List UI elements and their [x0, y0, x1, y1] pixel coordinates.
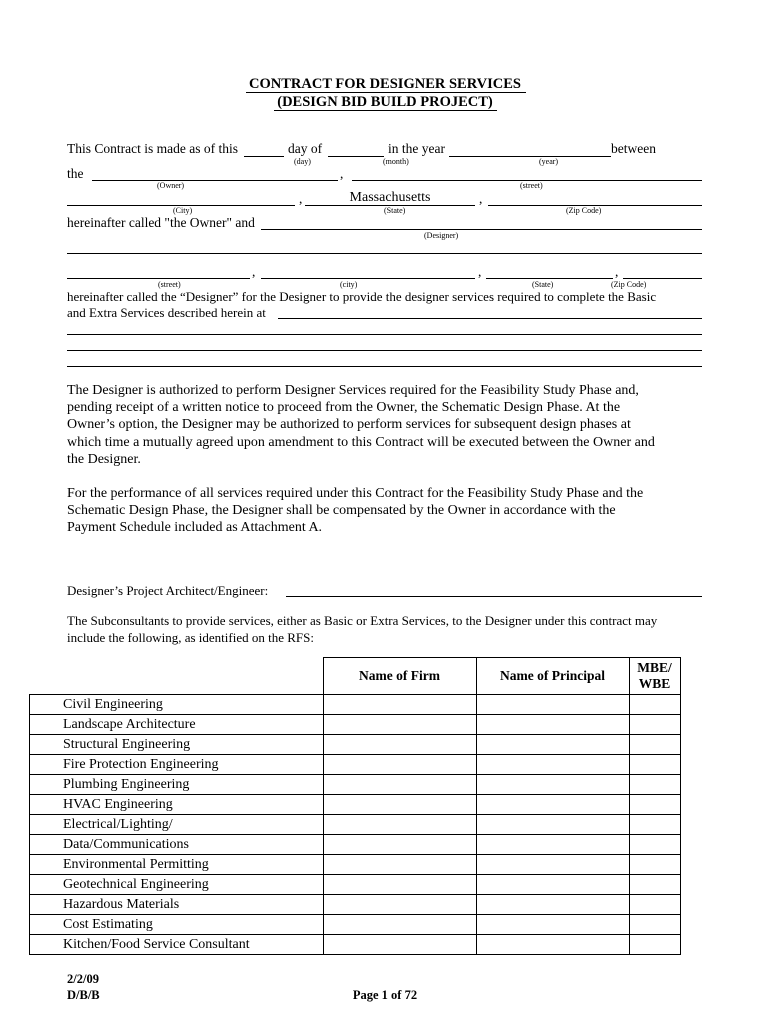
discipline-label: Plumbing Engineering	[30, 775, 324, 795]
table-row	[30, 795, 681, 815]
location-field-line-3[interactable]	[67, 350, 702, 351]
project-architect-label: Designer’s Project Architect/Engineer:	[67, 583, 269, 598]
designer-state-field[interactable]	[486, 278, 613, 279]
mbe-cell[interactable]	[629, 915, 680, 935]
discipline-label: Fire Protection Engineering	[30, 755, 324, 775]
mbe-cell[interactable]	[629, 835, 680, 855]
paragraph-line: Owner’s option, the Designer may be authorized to perform services for subsequent design phases at	[67, 417, 631, 433]
designer-city-field[interactable]	[261, 278, 475, 279]
table-row	[30, 755, 681, 775]
table-row	[30, 835, 681, 855]
principal-cell[interactable]	[476, 935, 629, 955]
principal-cell[interactable]	[476, 815, 629, 835]
principal-cell[interactable]	[476, 735, 629, 755]
mbe-cell[interactable]	[629, 875, 680, 895]
firm-cell[interactable]	[323, 915, 476, 935]
table-row	[30, 695, 681, 715]
subconsultants-line: include the following, as identified on the RFS:	[67, 629, 314, 645]
discipline-label: Data/Communications	[30, 835, 324, 855]
hereinafter-designer-text: hereinafter called the “Designer” for the Designer to provide the designer services required to complete the Basic	[67, 289, 657, 304]
discipline-label: Hazardous Materials	[30, 895, 324, 915]
state-caption: (State)	[384, 206, 406, 215]
principal-cell[interactable]	[476, 715, 629, 735]
table-row	[30, 895, 681, 915]
designer-caption: (Designer)	[424, 231, 459, 240]
designer-field-extra[interactable]	[67, 253, 702, 254]
day-field[interactable]	[244, 156, 284, 157]
comma: ,	[299, 191, 303, 206]
zip-caption-2: (Zip Code)	[611, 280, 647, 289]
table-row	[30, 715, 681, 735]
comma: ,	[615, 264, 619, 279]
discipline-label: Civil Engineering	[30, 695, 324, 715]
document-subtitle: (DESIGN BID BUILD PROJECT)	[277, 94, 493, 110]
paragraph-line: pending receipt of a written notice to proceed from the Owner, the Schematic Design Phase. At the	[67, 400, 621, 416]
principal-cell[interactable]	[476, 915, 629, 935]
firm-cell[interactable]	[323, 935, 476, 955]
firm-cell[interactable]	[323, 775, 476, 795]
comma: ,	[340, 166, 344, 181]
firm-cell[interactable]	[323, 855, 476, 875]
header-name-of-principal: Name of Principal	[476, 658, 629, 695]
hereinafter-owner-label: hereinafter called "the Owner" and	[67, 215, 255, 230]
zip-caption: (Zip Code)	[566, 206, 602, 215]
year-field[interactable]	[449, 156, 611, 157]
header-name-of-firm: Name of Firm	[323, 658, 476, 695]
mbe-cell[interactable]	[629, 715, 680, 735]
discipline-label: Landscape Architecture	[30, 715, 324, 735]
mbe-cell[interactable]	[629, 775, 680, 795]
authorization-paragraph	[67, 382, 703, 468]
mbe-cell[interactable]	[629, 735, 680, 755]
day-caption: (day)	[294, 157, 311, 166]
principal-cell[interactable]	[476, 795, 629, 815]
location-field-line-2[interactable]	[67, 334, 702, 335]
title-underline	[246, 92, 526, 93]
table-row	[30, 735, 681, 755]
state-caption-2: (State)	[532, 280, 554, 289]
made-as-of-label: This Contract is made as of this	[67, 141, 238, 156]
compensation-paragraph	[67, 485, 703, 537]
city-caption: (City)	[173, 206, 193, 215]
header-mbe: MBE/	[637, 660, 672, 675]
table-row	[30, 875, 681, 895]
owner-field[interactable]	[92, 180, 338, 181]
street-caption: (street)	[520, 181, 543, 190]
location-field-line-4[interactable]	[67, 366, 702, 367]
principal-cell[interactable]	[476, 695, 629, 715]
between-label: between	[611, 141, 656, 156]
footer-code: D/B/B	[67, 988, 100, 1002]
month-caption: (month)	[383, 157, 409, 166]
principal-cell[interactable]	[476, 875, 629, 895]
comma: ,	[478, 264, 482, 279]
principal-cell[interactable]	[476, 855, 629, 875]
paragraph-line: Schematic Design Phase, the Designer shall be compensated by the Owner in accordance with the	[67, 503, 616, 519]
firm-cell[interactable]	[323, 875, 476, 895]
mbe-cell[interactable]	[629, 695, 680, 715]
in-the-year-label: in the year	[388, 141, 445, 156]
firm-cell[interactable]	[323, 795, 476, 815]
owner-caption: (Owner)	[157, 181, 185, 190]
comma: ,	[252, 264, 256, 279]
table-header-row	[30, 658, 681, 695]
discipline-label: HVAC Engineering	[30, 795, 324, 815]
discipline-label: Cost Estimating	[30, 915, 324, 935]
discipline-label: Kitchen/Food Service Consultant	[30, 935, 324, 955]
month-field[interactable]	[328, 156, 384, 157]
designer-zip-field[interactable]	[623, 278, 702, 279]
day-of-label: day of	[288, 141, 323, 156]
principal-cell[interactable]	[476, 755, 629, 775]
discipline-label: Electrical/Lighting/	[30, 815, 324, 835]
project-architect-field[interactable]	[286, 596, 702, 597]
paragraph-line: The Designer is authorized to perform Designer Services required for the Feasibility Study Phase and,	[67, 383, 639, 398]
subconsultants-line: The Subconsultants to provide services, either as Basic or Extra Services, to the Designer under this contract may	[67, 613, 658, 628]
page-number: Page 1 of 72	[352, 988, 418, 1002]
location-field[interactable]	[278, 318, 702, 319]
table-row	[30, 855, 681, 875]
mbe-cell[interactable]	[629, 815, 680, 835]
mbe-cell[interactable]	[629, 755, 680, 775]
header-blank-cell	[30, 658, 324, 695]
mbe-cell[interactable]	[629, 935, 680, 955]
header-wbe: WBE	[638, 676, 671, 691]
firm-cell[interactable]	[323, 895, 476, 915]
discipline-label: Structural Engineering	[30, 735, 324, 755]
city-caption-2: (city)	[340, 280, 358, 289]
firm-cell[interactable]	[323, 835, 476, 855]
paragraph-line: which time a mutually agreed upon amendment to this Contract will be executed between the Owner and	[67, 434, 655, 450]
paragraph-line: For the performance of all services required under this Contract for the Feasibility Study Phase and the	[67, 486, 644, 501]
principal-cell[interactable]	[476, 775, 629, 795]
firm-cell[interactable]	[323, 715, 476, 735]
principal-cell[interactable]	[476, 835, 629, 855]
principal-cell[interactable]	[476, 895, 629, 915]
mbe-cell[interactable]	[629, 855, 680, 875]
the-label: the	[67, 166, 84, 181]
table-row	[30, 915, 681, 935]
comma: ,	[479, 191, 483, 206]
header-mbe-wbe	[629, 658, 680, 695]
subconsultants-text	[67, 613, 707, 646]
firm-cell[interactable]	[323, 735, 476, 755]
mbe-cell[interactable]	[629, 795, 680, 815]
mbe-cell[interactable]	[629, 895, 680, 915]
subtitle-underline	[274, 110, 497, 111]
year-caption: (year)	[539, 157, 559, 166]
firm-cell[interactable]	[323, 815, 476, 835]
document-title: CONTRACT FOR DESIGNER SERVICES	[249, 76, 521, 92]
table-row	[30, 775, 681, 795]
paragraph-line: Payment Schedule included as Attachment A.	[67, 520, 323, 536]
owner-state-value: Massachusetts	[349, 190, 431, 205]
discipline-label: Geotechnical Engineering	[30, 875, 324, 895]
designer-field[interactable]	[261, 229, 702, 230]
table-row	[30, 935, 681, 955]
street-caption-2: (street)	[158, 280, 181, 289]
firm-cell[interactable]	[323, 695, 476, 715]
paragraph-line: the Designer.	[67, 451, 141, 467]
footer-date: 2/2/09	[67, 972, 99, 986]
subconsultants-table	[29, 657, 681, 955]
discipline-label: Environmental Permitting	[30, 855, 324, 875]
designer-street-field[interactable]	[67, 278, 250, 279]
extra-services-label: and Extra Services described herein at	[67, 305, 266, 320]
table-row	[30, 815, 681, 835]
firm-cell[interactable]	[323, 755, 476, 775]
